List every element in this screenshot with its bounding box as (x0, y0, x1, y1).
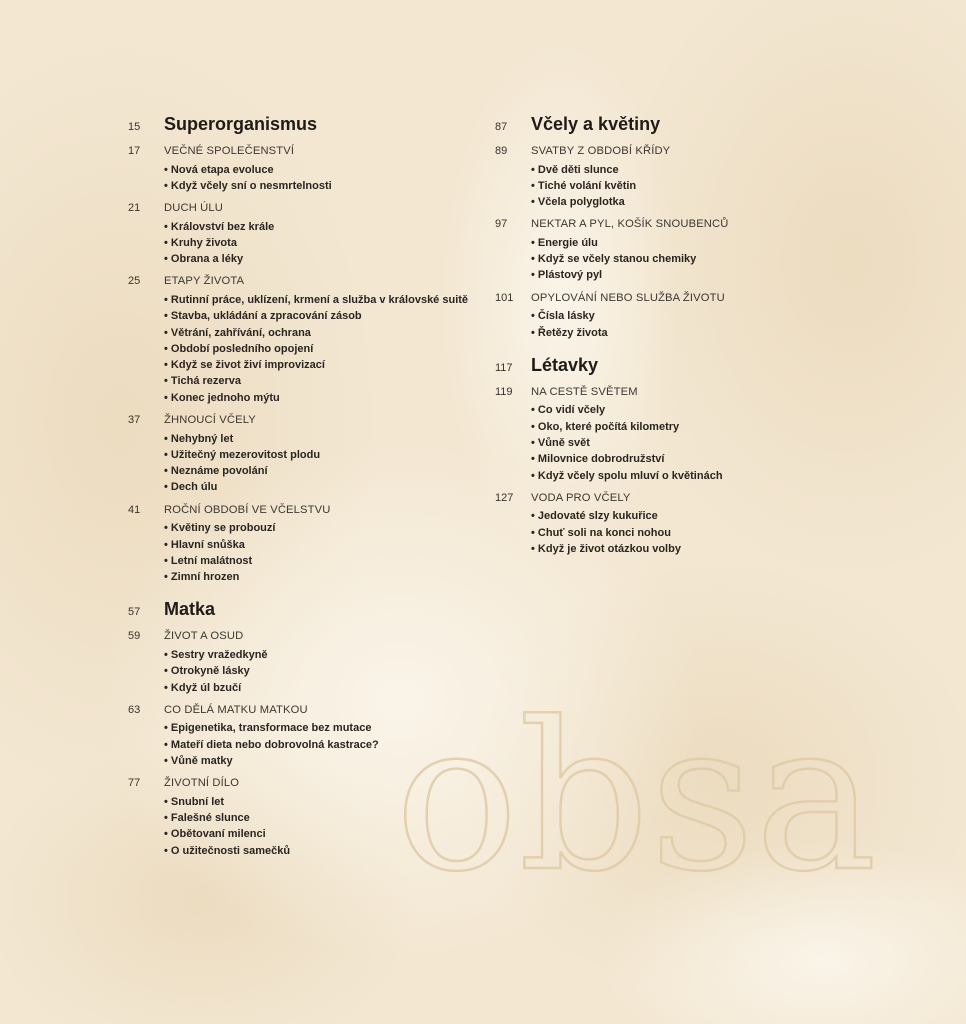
part-page-number: 57 (128, 606, 141, 619)
toc-item: • Když úl bzučí (164, 680, 488, 696)
toc-item: • Tichá rezerva (164, 373, 488, 389)
section-page-number: 21 (128, 202, 141, 215)
toc-item: • Užitečný mezerovitost plodu (164, 447, 488, 463)
section-items (128, 219, 488, 268)
toc-part (128, 599, 488, 858)
toc-section (495, 386, 855, 484)
section-title: ŽHNOUCÍ VČELY (164, 414, 256, 427)
toc-section (495, 218, 855, 283)
toc-section (128, 202, 488, 267)
toc-item: • Nová etapa evoluce (164, 162, 488, 178)
toc-item: • Tiché volání květin (531, 178, 855, 194)
section-title: VODA PRO VČELY (531, 491, 631, 504)
section-heading (128, 704, 488, 721)
section-items (128, 292, 488, 406)
section-items (495, 162, 855, 211)
section-page-number: 89 (495, 145, 508, 157)
toc-item: • Energie úlu (531, 235, 855, 251)
toc-column-right (495, 114, 855, 571)
toc-item: • Když včely sní o nesmrtelnosti (164, 178, 488, 194)
toc-item: • Rutinní práce, uklízení, krmení a služba v královské suitě (164, 292, 488, 308)
section-page-number: 77 (128, 777, 141, 790)
toc-item: • Co vidí včely (531, 402, 855, 418)
toc-section (495, 492, 855, 557)
section-title: CO DĚLÁ MATKU MATKOU (164, 703, 308, 716)
toc-item: • Falešné slunce (164, 810, 488, 826)
toc-part (495, 355, 855, 557)
part-page-number: 87 (495, 121, 508, 133)
toc-item: • Vůně svět (531, 435, 855, 451)
section-title: NA CESTĚ SVĚTEM (531, 385, 638, 398)
toc-item: • Konec jednoho mýtu (164, 390, 488, 406)
toc-item: • Květiny se probouzí (164, 520, 488, 536)
toc-item: • Dech úlu (164, 479, 488, 495)
toc-part (128, 114, 488, 585)
section-title: ŽIVOT A OSUD (164, 630, 244, 643)
toc-item: • Stavba, ukládání a zpracování zásob (164, 308, 488, 324)
toc-column-left (128, 114, 488, 873)
toc-item: • Sestry vražedkyně (164, 647, 488, 663)
toc-item: • Větrání, zahřívání, ochrana (164, 325, 488, 341)
section-page-number: 41 (128, 503, 141, 516)
toc-item: • Plástový pyl (531, 267, 855, 283)
toc-item: • Letní malátnost (164, 553, 488, 569)
toc-item: • Obětovaní milenci (164, 826, 488, 842)
section-heading (128, 202, 488, 219)
section-heading (128, 275, 488, 292)
section-title: SVATBY Z OBDOBÍ KŘÍDY (531, 145, 671, 157)
toc-item: • Řetězy života (531, 325, 855, 341)
section-page-number: 101 (495, 291, 514, 304)
toc-item: • Milovnice dobrodružství (531, 451, 855, 467)
section-page-number: 25 (128, 275, 141, 288)
toc-item: • Epigenetika, transformace bez mutace (164, 720, 488, 736)
section-heading (128, 777, 488, 794)
section-title: OPYLOVÁNÍ NEBO SLUŽBA ŽIVOTU (531, 291, 725, 304)
toc-item: • Kruhy života (164, 235, 488, 251)
section-page-number: 37 (128, 414, 141, 427)
part-title: Matka (164, 599, 216, 620)
toc-item: • Nehybný let (164, 431, 488, 447)
part-heading (495, 114, 855, 142)
toc-section (128, 777, 488, 859)
section-heading (128, 145, 488, 162)
section-items (128, 162, 488, 195)
section-title: ŽIVOTNÍ DÍLO (164, 777, 240, 790)
toc-section (128, 630, 488, 695)
section-title: DUCH ÚLU (164, 202, 224, 215)
section-heading (128, 504, 488, 521)
toc-section (128, 145, 488, 194)
toc-item: • Království bez krále (164, 219, 488, 235)
section-heading (495, 386, 855, 403)
section-title: VEČNÉ SPOLEČENSTVÍ (164, 145, 295, 157)
part-title: Včely a květiny (531, 114, 661, 134)
toc-item: • Obrana a léky (164, 251, 488, 267)
toc-item: • Neznáme povolání (164, 463, 488, 479)
toc-item: • Dvě děti slunce (531, 162, 855, 178)
toc-item: • Když včely spolu mluví o květinách (531, 468, 855, 484)
section-page-number: 119 (495, 385, 513, 398)
toc-section (128, 275, 488, 406)
section-items (128, 431, 488, 496)
toc-item: • Období posledního opojení (164, 341, 488, 357)
toc-section (495, 292, 855, 341)
section-items (128, 794, 488, 859)
section-items (495, 508, 855, 557)
section-page-number: 59 (128, 630, 141, 643)
section-page-number: 17 (128, 145, 141, 157)
section-heading (495, 145, 855, 162)
toc-item: • Když se život živí improvizací (164, 357, 488, 373)
section-title: NEKTAR A PYL, KOŠÍK SNOUBENCŮ (531, 218, 729, 231)
toc-item: • Snubní let (164, 794, 488, 810)
toc-item: • Chuť soli na konci nohou (531, 525, 855, 541)
toc-item: • Hlavní snůška (164, 537, 488, 553)
part-heading (128, 114, 488, 142)
part-heading (128, 599, 488, 627)
section-heading (128, 414, 488, 431)
toc-section (128, 704, 488, 769)
section-items (495, 402, 855, 483)
toc-part (495, 114, 855, 341)
part-title: Létavky (531, 354, 599, 375)
background-word: obsa (395, 679, 878, 917)
part-heading (495, 355, 855, 383)
section-items (128, 647, 488, 696)
section-items (495, 308, 855, 341)
toc-item: • Jedovaté slzy kukuřice (531, 508, 855, 524)
section-heading (495, 292, 855, 309)
toc-item: • Otrokyně lásky (164, 663, 488, 679)
section-items (495, 235, 855, 284)
toc-section (128, 504, 488, 586)
toc-item: • Mateří dieta nebo dobrovolná kastrace? (164, 737, 488, 753)
toc-item: • Když je život otázkou volby (531, 541, 855, 557)
part-title: Superorganismus (164, 114, 318, 134)
section-heading (495, 492, 855, 509)
toc-section (128, 414, 488, 496)
section-page-number: 63 (128, 703, 141, 716)
part-page-number: 15 (128, 121, 141, 133)
section-page-number: 127 (495, 491, 514, 504)
section-title: ETAPY ŽIVOTA (164, 275, 245, 288)
toc-item: • O užitečnosti samečků (164, 843, 488, 859)
toc-item: • Když se včely stanou chemiky (531, 251, 855, 267)
toc-item: • Vůně matky (164, 753, 488, 769)
toc-item: • Zimní hrozen (164, 569, 488, 585)
section-title: ROČNÍ OBDOBÍ VE VČELSTVU (164, 503, 331, 516)
toc-item: • Včela polyglotka (531, 194, 855, 210)
toc-item: • Oko, které počítá kilometry (531, 419, 855, 435)
toc-item: • Čísla lásky (531, 308, 855, 324)
section-items (128, 720, 488, 769)
section-items (128, 520, 488, 585)
toc-section (495, 145, 855, 210)
section-page-number: 97 (495, 218, 508, 231)
part-page-number: 117 (495, 361, 513, 374)
section-heading (495, 218, 855, 235)
section-heading (128, 630, 488, 647)
